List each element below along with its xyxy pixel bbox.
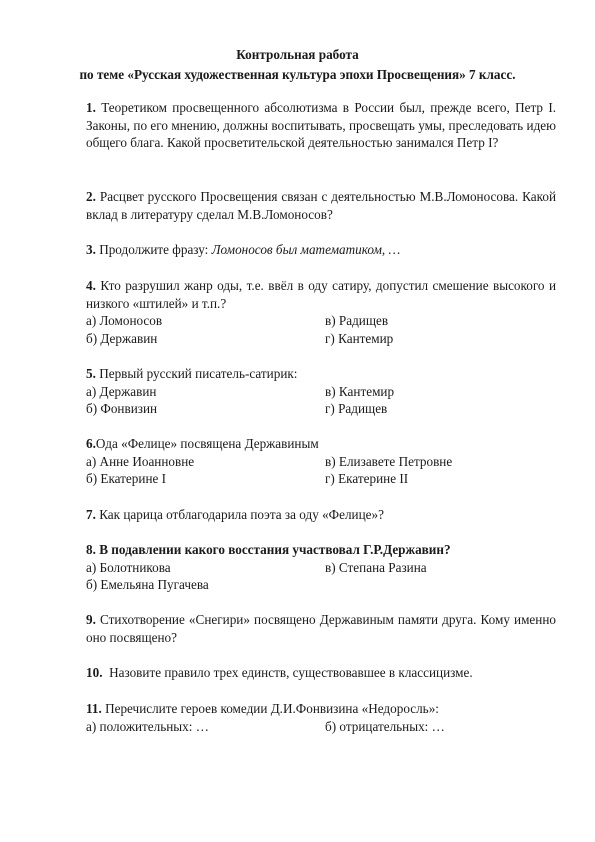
question-number: 1. xyxy=(86,100,96,115)
question-text: Как царица отблагодарила поэта за оду «Фелице»? xyxy=(99,507,384,522)
question-number: 10. xyxy=(86,665,103,680)
option-g[interactable]: г) Радищев xyxy=(325,401,388,417)
question-text: Перечислите героев комедии Д.И.Фонвизина «Недоросль»: xyxy=(105,701,439,716)
question-number: 9. xyxy=(86,612,96,627)
question-1 xyxy=(86,99,556,152)
question-11 xyxy=(86,700,556,736)
question-number: 5. xyxy=(86,366,96,381)
option-b[interactable]: б) Емельяна Пугачева xyxy=(86,577,209,593)
question-number: 7. xyxy=(86,507,96,522)
question-text: Кто разрушил жанр оды, т.е. ввёл в оду сатиру, допустил смешение высокого и низкого «штилей» и т.п.? xyxy=(86,278,556,311)
phrase-to-continue: Ломоносов был математиком, … xyxy=(211,242,401,257)
option-g[interactable]: г) Екатерине II xyxy=(325,471,409,487)
question-10 xyxy=(86,664,556,682)
question-text: Ода «Фелице» посвящена Державиным xyxy=(95,436,319,451)
question-5 xyxy=(86,365,556,418)
answer-options xyxy=(86,383,556,418)
question-text: Назовите правило трех единств, существовавшее в классицизме. xyxy=(109,665,473,680)
question-text: Стихотворение «Снегири» посвящено Державиным памяти друга. Кому именно оно посвящено? xyxy=(86,612,556,645)
question-text: Расцвет русского Просвещения связан с деятельностью М.В.Ломоносова. Какой вклад в литературу сделал М.В.Ломоносов? xyxy=(86,189,556,222)
question-text: Теоретиком просвещенного абсолютизма в России был, прежде всего, Петр I. Законы, по его мнению, должны воспитывать, просвещать умы, преследовать идею общего блага. Какой просветительской деятельностью занимался Петр I? xyxy=(86,100,557,151)
option-g[interactable]: г) Кантемир xyxy=(325,330,394,346)
question-text: Первый русский писатель-сатирик: xyxy=(99,366,298,381)
question-7 xyxy=(86,506,556,524)
question-text: Продолжите фразу: xyxy=(99,242,209,257)
question-number: 3. xyxy=(86,242,96,257)
option-b[interactable]: б) Фонвизин xyxy=(86,401,158,417)
question-number: 4. xyxy=(86,278,96,293)
answer-options xyxy=(86,453,556,488)
question-number: 8. xyxy=(86,542,96,557)
option-a[interactable]: а) Державин xyxy=(86,383,157,399)
worksheet-subtitle: по теме «Русская художественная культура эпохи Просвещения» 7 класс. xyxy=(79,67,516,82)
option-v[interactable]: в) Степана Разина xyxy=(325,559,427,575)
answer-options xyxy=(86,312,556,347)
option-positive[interactable]: а) положительных: … xyxy=(86,718,209,734)
question-9 xyxy=(86,611,556,646)
question-4 xyxy=(86,277,556,347)
option-b[interactable]: б) Державин xyxy=(86,330,158,346)
question-6 xyxy=(86,435,556,488)
option-a[interactable]: а) Анне Иоанновне xyxy=(86,453,195,469)
question-number: 2. xyxy=(86,189,96,204)
question-8 xyxy=(86,541,556,594)
answer-options xyxy=(86,718,556,736)
question-number: 6. xyxy=(86,436,96,451)
question-number: 11. xyxy=(86,701,102,716)
question-2 xyxy=(86,188,556,223)
worksheet-title: Контрольная работа xyxy=(236,47,359,62)
question-3 xyxy=(86,241,556,259)
option-a[interactable]: а) Ломоносов xyxy=(86,313,163,329)
answer-options xyxy=(86,559,556,594)
option-v[interactable]: в) Елизавете Петровне xyxy=(325,453,453,469)
option-v[interactable]: в) Кантемир xyxy=(325,383,395,399)
option-v[interactable]: в) Радищев xyxy=(325,313,389,329)
option-a[interactable]: а) Болотникова xyxy=(86,559,171,575)
option-negative[interactable]: б) отрицательных: … xyxy=(325,718,445,734)
option-b[interactable]: б) Екатерине I xyxy=(86,471,167,487)
question-text: В подавлении какого восстания участвовал Г.Р.Державин? xyxy=(99,542,451,557)
